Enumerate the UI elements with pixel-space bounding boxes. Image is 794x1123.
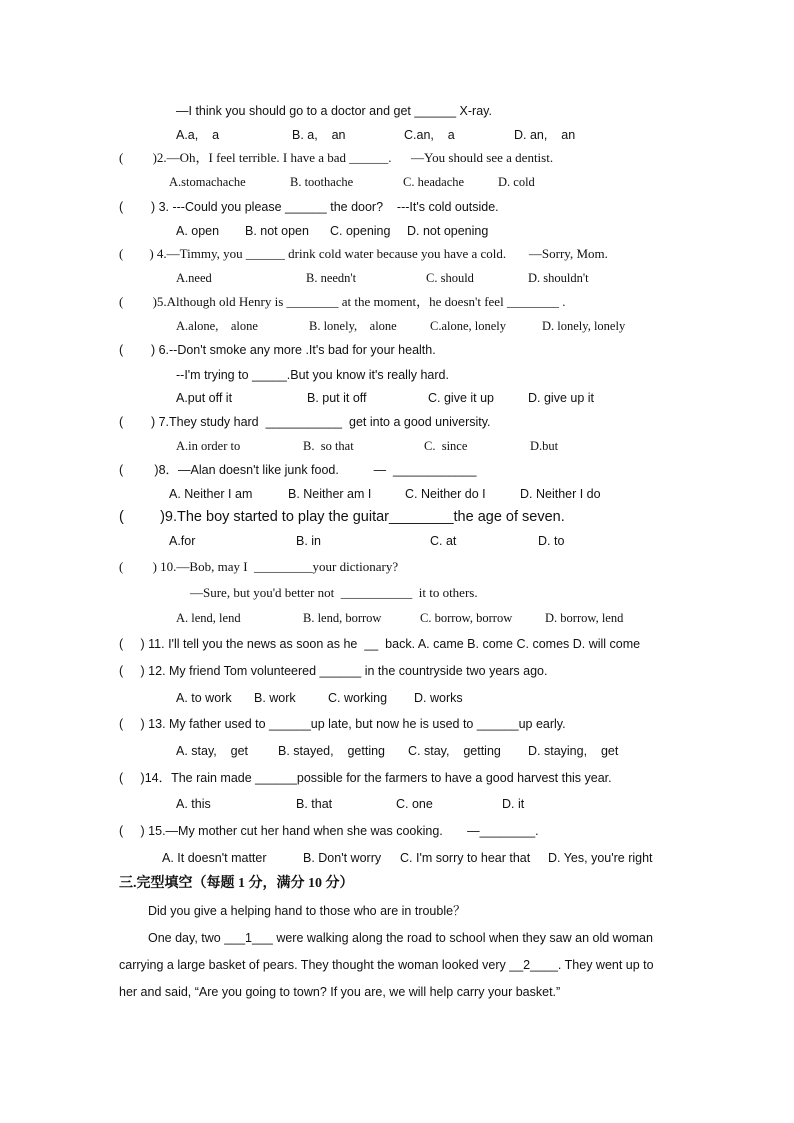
option-d: D. to xyxy=(538,534,565,548)
section-heading: 三.完型填空（每题 1 分，满分 10 分） xyxy=(119,876,354,891)
option-b: B. not open xyxy=(245,224,309,238)
option-a: A. open xyxy=(176,224,220,238)
option-a: A.in order to xyxy=(176,439,241,453)
option-b: B. Neither am I xyxy=(288,487,372,501)
option-d: D. an, an xyxy=(514,128,576,142)
option-a: A.need xyxy=(176,271,212,285)
question-7-prompt: ( ) 7.They study hard ___________ get into a good university. xyxy=(119,415,491,429)
option-c: C. working xyxy=(328,691,388,705)
option-b: B. a, an xyxy=(292,128,346,142)
option-a: A. to work xyxy=(176,691,232,705)
question-5-prompt: ( )5.Although old Henry is ________ at the moment，he doesn't feel ________ . xyxy=(119,294,566,309)
passage-line-3: her and said, “Are you going to town? If you are, we will help carry your basket.” xyxy=(119,985,561,999)
option-a: A.a, a xyxy=(176,128,220,142)
option-c: C. since xyxy=(424,439,468,453)
option-c: C. Neither do I xyxy=(405,487,486,501)
option-a: A. stay, get xyxy=(176,744,249,758)
question-10-reply: —Sure, but you'd better not ___________ it to others. xyxy=(190,585,478,600)
question-10-prompt: ( ) 10.—Bob, may I _________your dictionary? xyxy=(119,559,399,574)
question-4-prompt: ( ) 4.—Timmy, you ______ drink cold water because you have a cold. —Sorry, Mom. xyxy=(119,246,608,261)
option-b: B. toothache xyxy=(290,175,354,189)
option-c: C.alone, lonely xyxy=(430,319,507,333)
question-6-reply: --I'm trying to _____.But you know it's really hard. xyxy=(176,368,449,382)
question-15-prompt: ( ) 15.—My mother cut her hand when she was cooking. —________. xyxy=(119,824,539,838)
option-b: B. that xyxy=(296,797,333,811)
option-c: C. headache xyxy=(403,175,465,189)
option-b: B. lonely, alone xyxy=(309,319,397,333)
option-c: C. should xyxy=(426,271,474,285)
option-a: A.for xyxy=(169,534,196,548)
option-a: A.put off it xyxy=(176,391,233,405)
question-13-prompt: ( ) 13. My father used to ______up late, but now he is used to ______up early. xyxy=(119,717,566,731)
option-a: A. It doesn't matter xyxy=(162,851,267,865)
option-c: C. one xyxy=(396,797,433,811)
option-d: D. not opening xyxy=(407,224,489,238)
option-b: B. stayed, getting xyxy=(278,744,386,758)
question-2-prompt: ( )2.—Oh，I feel terrible. I have a bad ______. —You should see a dentist. xyxy=(119,150,554,165)
question-14-prompt: ( )14．The rain made ______possible for the farmers to have a good harvest this year. xyxy=(119,771,612,785)
option-d: D. cold xyxy=(498,175,535,189)
option-b: B. put it off xyxy=(307,391,367,405)
option-d: D. Yes, you're right xyxy=(548,851,653,865)
option-b: B. needn't xyxy=(306,271,357,285)
option-d: D. staying, get xyxy=(528,744,619,758)
option-d: D.but xyxy=(530,439,559,453)
question-1-prompt: —I think you should go to a doctor and get ______ X-ray. xyxy=(176,104,492,118)
option-d: D. lonely, lonely xyxy=(542,319,626,333)
option-a: A.stomachache xyxy=(169,175,246,189)
option-a: A.alone, alone xyxy=(176,319,258,333)
option-a: A. Neither I am xyxy=(169,487,253,501)
passage-line-2: carrying a large basket of pears. They thought the woman looked very __2____. They went up to xyxy=(119,958,654,972)
passage-line-1: One day, two ___1___ were walking along the road to school when they saw an old woman xyxy=(148,931,653,945)
option-d: D. give up it xyxy=(528,391,595,405)
option-a: A. this xyxy=(176,797,211,811)
question-3-prompt: ( ) 3. ---Could you please ______ the door? ---It's cold outside. xyxy=(119,200,499,214)
option-d: D. Neither I do xyxy=(520,487,601,501)
option-b: B. lend, borrow xyxy=(303,611,382,625)
option-c: C. opening xyxy=(330,224,391,238)
option-b: B. Don't worry xyxy=(303,851,382,865)
question-8-prompt: ( )8．—Alan doesn't like junk food. — ____________ xyxy=(119,463,477,477)
option-c: C. stay, getting xyxy=(408,744,501,758)
passage-title: Did you give a helping hand to those who are in trouble？ xyxy=(148,904,466,918)
option-c: C.an, a xyxy=(404,128,455,142)
option-c: C. at xyxy=(430,534,457,548)
option-c: C. give it up xyxy=(428,391,495,405)
option-b: B. so that xyxy=(303,439,354,453)
option-c: C. I'm sorry to hear that xyxy=(400,851,531,865)
question-9-prompt: ( )9.The boy started to play the guitar________the age of seven. xyxy=(119,509,565,525)
question-12-prompt: ( ) 12. My friend Tom volunteered ______ in the countryside two years ago. xyxy=(119,664,548,678)
question-6-prompt: ( ) 6.--Don't smoke any more .It's bad for your health. xyxy=(119,343,436,357)
option-d: D. it xyxy=(502,797,525,811)
option-b: B. in xyxy=(296,534,322,548)
option-d: D. works xyxy=(414,691,463,705)
question-11-prompt: ( ) 11. I'll tell you the news as soon as he __ back. A. came B. come C. comes D. will come xyxy=(119,637,641,651)
option-c: C. borrow, borrow xyxy=(420,611,513,625)
option-a: A. lend, lend xyxy=(176,611,241,625)
option-d: D. borrow, lend xyxy=(545,611,624,625)
option-b: B. work xyxy=(254,691,296,705)
option-d: D. shouldn't xyxy=(528,271,589,285)
